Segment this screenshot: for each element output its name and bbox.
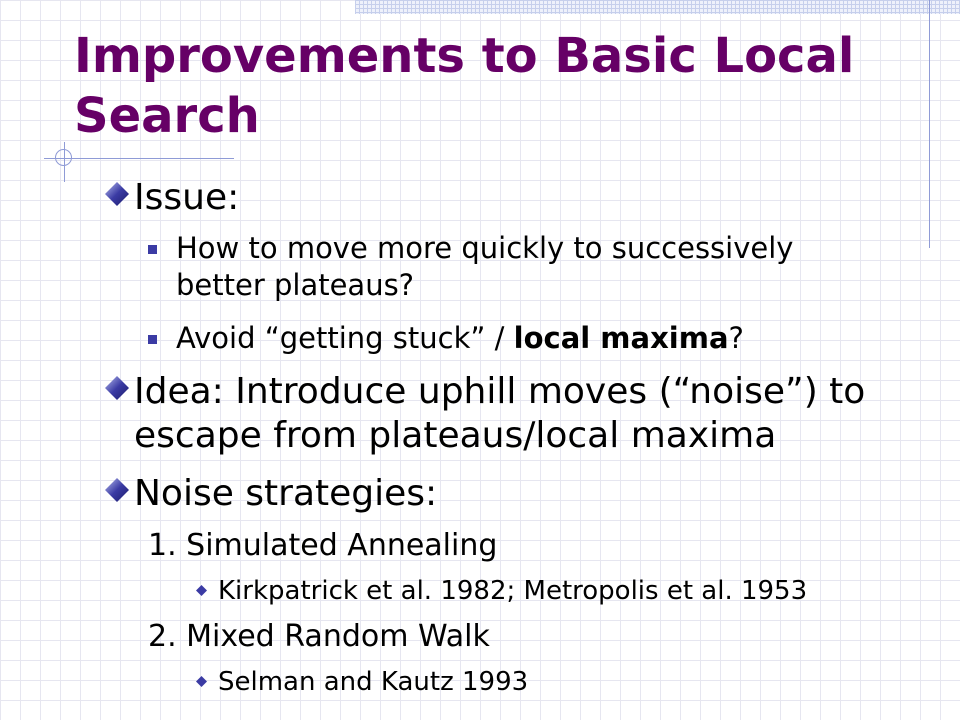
bullet-issue <box>104 176 884 220</box>
sub-bullet-local-maxima <box>148 320 888 357</box>
decorative-vertical-line <box>929 0 930 248</box>
bullet-idea <box>104 370 884 458</box>
bullet-text: Idea: Introduce uphill moves (“noise”) to escape from plateaus/local maxima <box>134 371 866 456</box>
bullet-text: Noise strategies: <box>134 473 438 514</box>
diamond-bullet-icon <box>104 181 130 207</box>
numbered-item-simulated-annealing: 1. Simulated Annealing <box>148 528 498 563</box>
sub-bullet-text: Avoid “getting stuck” / <box>176 321 514 355</box>
reference-text: Kirkpatrick et al. 1982; Metropolis et al. 1953 <box>218 576 808 606</box>
sub-bullet-plateaus <box>148 230 888 304</box>
decorative-circle <box>55 149 72 166</box>
small-diamond-icon <box>196 676 207 687</box>
numbered-item-mixed-random-walk: 2. Mixed Random Walk <box>148 619 490 654</box>
square-bullet-icon <box>148 335 157 344</box>
bullet-noise-strategies <box>104 472 884 516</box>
slide-title: Improvements to Basic Local Search <box>74 28 855 144</box>
small-diamond-icon <box>196 585 207 596</box>
sub-bullet-text: How to move more quickly to successively better plateaus? <box>176 231 794 302</box>
reference-text: Selman and Kautz 1993 <box>218 667 529 697</box>
sub-bullet-suffix: ? <box>728 321 744 355</box>
decorative-horizontal-line <box>44 158 234 159</box>
emphasis-local-maxima: local maxima <box>513 321 729 355</box>
bullet-text: Issue: <box>134 177 240 218</box>
decorative-top-band <box>355 0 960 14</box>
reference-random-walk <box>196 664 528 700</box>
diamond-bullet-icon <box>104 477 130 503</box>
reference-annealing <box>196 573 807 609</box>
diamond-bullet-icon <box>104 375 130 401</box>
square-bullet-icon <box>148 245 157 254</box>
